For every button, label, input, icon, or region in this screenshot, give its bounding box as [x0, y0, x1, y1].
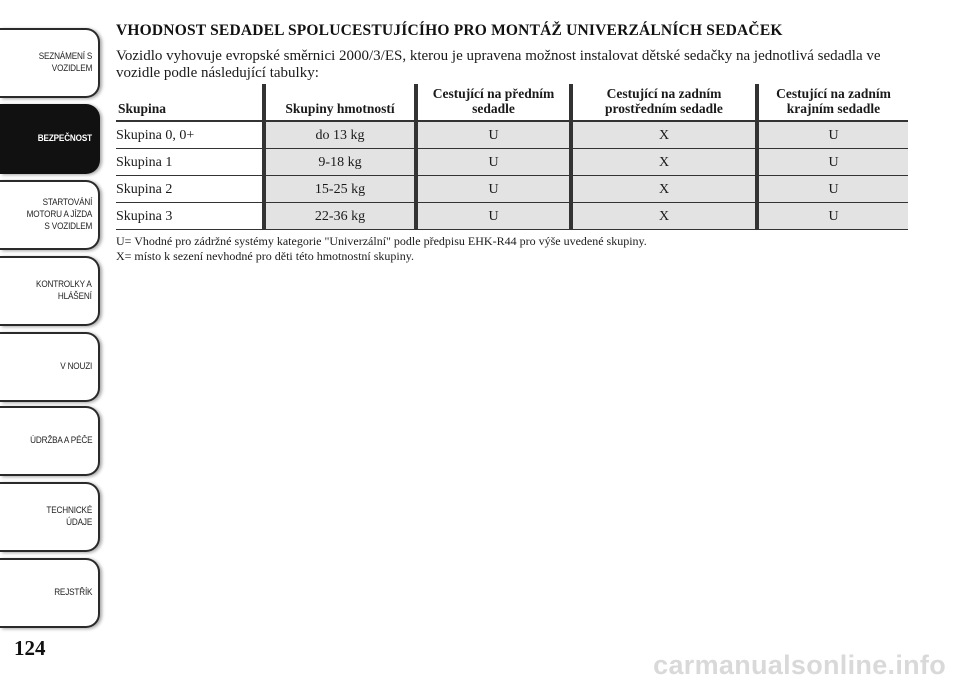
page-content [116, 22, 908, 264]
cell-rear-middle: X [571, 148, 757, 175]
cell-weight: 22-36 kg [264, 202, 416, 229]
tab-label: TECHNICKÉ ÚDAJE [46, 505, 92, 528]
cell-front: U [416, 148, 571, 175]
table-header-row [116, 84, 908, 121]
tab-label: KONTROLKY A HLÁŠENÍ [36, 279, 92, 302]
tab-kontrolky-a-hlaseni[interactable] [0, 256, 100, 326]
tab-startovani-motoru[interactable] [0, 180, 100, 250]
tab-seznameni-s-vozidlem[interactable] [0, 28, 100, 98]
cell-weight: 9-18 kg [264, 148, 416, 175]
cell-front: U [416, 121, 571, 148]
table-row [116, 202, 908, 229]
page-number: 124 [14, 636, 46, 660]
tab-label: SEZNÁMENÍ S VOZIDLEM [38, 51, 92, 74]
tab-label: STARTOVÁNÍ MOTORU A JÍZDA S VOZIDLEM [26, 197, 92, 232]
tab-label: REJSTŘÍK [53, 587, 92, 598]
cell-rear-middle: X [571, 175, 757, 202]
tab-bezpecnost[interactable] [0, 104, 100, 174]
table-notes [116, 234, 908, 264]
cell-group: Skupina 1 [116, 148, 264, 175]
cell-rear-outer: U [757, 148, 908, 175]
intro-paragraph: Vozidlo vyhovuje evropské směrnici 2000/3/ES, kterou je upravena možnost instalovat dětské sedačky na jednotlivá sedadla ve vozidle podle následující tabulky: [116, 48, 881, 81]
tab-technicke-udaje[interactable] [0, 482, 100, 552]
cell-rear-middle: X [571, 202, 757, 229]
watermark: carmanualsonline.info [653, 650, 946, 680]
cell-rear-outer: U [757, 121, 908, 148]
cell-rear-outer: U [757, 202, 908, 229]
cell-group: Skupina 3 [116, 202, 264, 229]
column-header-group: Skupina [116, 84, 264, 121]
table-row [116, 175, 908, 202]
column-header-front-passenger: Cestující na předním sedadle [416, 84, 571, 121]
cell-front: U [416, 175, 571, 202]
chapter-tabs [0, 0, 100, 640]
table-row [116, 148, 908, 175]
cell-rear-middle: X [571, 121, 757, 148]
column-header-rear-outer: Cestující na zadním krajním sedadle [757, 84, 908, 121]
tab-udrzba-a-pece[interactable] [0, 406, 100, 476]
tab-rejstrik[interactable] [0, 558, 100, 628]
tab-v-nouzi[interactable] [0, 332, 100, 402]
column-header-weight: Skupiny hmotností [264, 84, 416, 121]
cell-weight: 15-25 kg [264, 175, 416, 202]
note-x-legend: X= místo k sezení nevhodné pro děti této hmotnostní skupiny. [116, 248, 414, 263]
tab-label: ÚDRŽBA A PÉČE [29, 435, 92, 446]
tab-label: BEZPEČNOST [37, 133, 92, 144]
cell-weight: do 13 kg [264, 121, 416, 148]
cell-rear-outer: U [757, 175, 908, 202]
tab-label: V NOUZI [60, 361, 92, 372]
cell-group: Skupina 2 [116, 175, 264, 202]
column-header-rear-middle: Cestující na zadním prostředním sedadle [571, 84, 757, 121]
table-row [116, 121, 908, 148]
note-u-legend: U= Vhodné pro zádržné systémy kategorie "Univerzální" podle předpisu EHK-R44 pro výše uvedené skupiny. [116, 233, 647, 248]
cell-group: Skupina 0, 0+ [116, 121, 264, 148]
section-heading: VHODNOST SEDADEL SPOLUCESTUJÍCÍHO PRO MONTÁŽ UNIVERZÁLNÍCH SEDAČEK [116, 22, 783, 39]
child-seat-suitability-table [116, 84, 908, 230]
cell-front: U [416, 202, 571, 229]
